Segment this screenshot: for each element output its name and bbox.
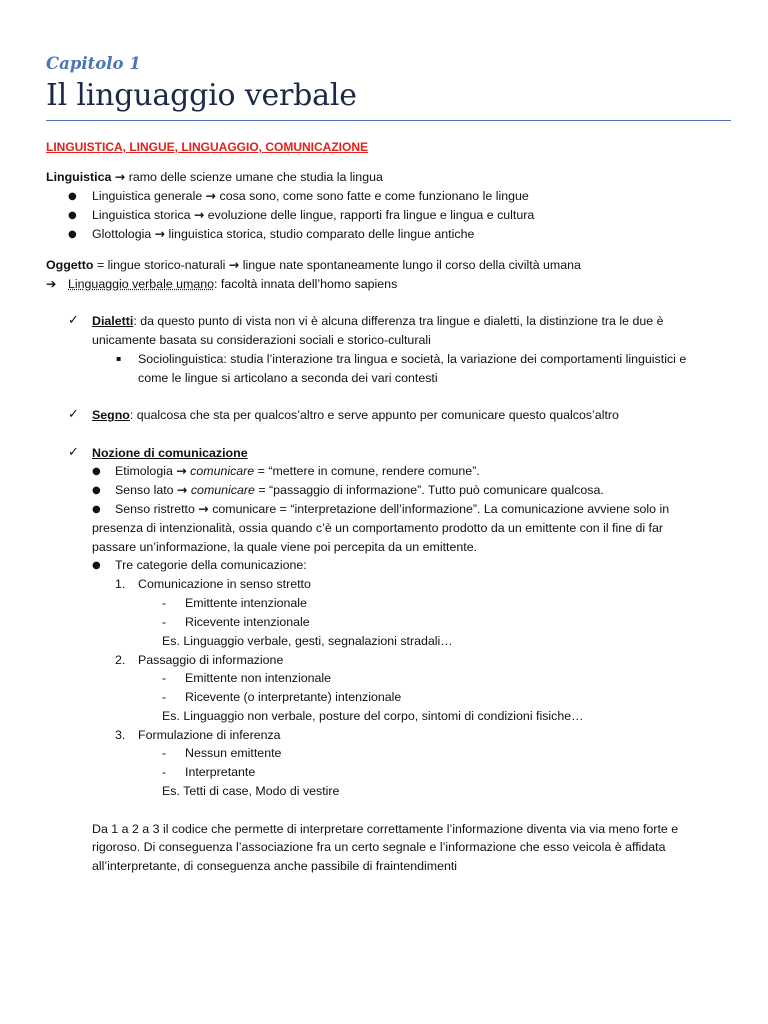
- conclusion-line: all’interpretante, di conseguenza anche passibile di fraintendimenti: [92, 859, 458, 873]
- linguaggio-term: Linguaggio verbale umano: [68, 277, 215, 291]
- dash-bullet: -: [162, 671, 167, 685]
- category-name: Formulazione di inferenza: [138, 728, 281, 742]
- dialetti-text: : da questo punto di vista non vi è alcuna differenza tra lingue e dialetti, la distinzione tra le due è: [133, 314, 664, 328]
- senso-ristretto-text: comunicare = “interpretazione dell’informazione”. La comunicazione avviene solo in: [212, 502, 670, 516]
- item-text: cosa sono, come sono fatte e come funzionano le lingue: [219, 189, 529, 203]
- section-heading: LINGUISTICA, LINGUE, LINGUAGGIO, COMUNICAZIONE: [46, 140, 368, 154]
- title-divider: [46, 120, 731, 121]
- arrow-icon: →: [198, 501, 209, 516]
- category-example: Es. Tetti di case, Modo di vestire: [162, 784, 340, 798]
- arrow-icon: →: [177, 482, 188, 497]
- etimologia-label: Etimologia: [115, 464, 173, 478]
- linguistica-definition: ramo delle scienze umane che studia la lingua: [128, 170, 383, 184]
- etimologia-line: [115, 465, 480, 477]
- senso-ristretto-cont: presenza di intenzionalità, ossia quando c’è un comportamento prodotto da un emittente con il fine di far: [92, 521, 664, 535]
- category-number: 1.: [115, 577, 126, 591]
- senso-ristretto-cont: passare un’informazione, la quale viene poi percepita da un emittente.: [92, 540, 478, 554]
- senso-lato-label: Senso lato: [115, 483, 174, 497]
- sociolinguistica-cont: come le lingue si articolano a seconda dei vari contesti: [138, 371, 438, 385]
- page-title: Il linguaggio verbale: [46, 78, 357, 113]
- category-item: Emittente non intenzionale: [185, 671, 332, 685]
- oggetto-line: [46, 259, 581, 271]
- dialetti-line: [92, 315, 663, 327]
- oggetto-term: Oggetto: [46, 258, 94, 272]
- segno-line: [92, 409, 619, 421]
- dash-bullet: -: [162, 690, 167, 704]
- checkmark-icon: ✓: [68, 445, 79, 460]
- category-item: Emittente intenzionale: [185, 596, 307, 610]
- arrow-icon: →: [154, 226, 166, 241]
- arrow-icon: →: [205, 188, 217, 203]
- etimologia-word: comunicare: [190, 464, 255, 478]
- item-label: Glottologia: [92, 227, 152, 241]
- category-example: Es. Linguaggio verbale, gesti, segnalazioni stradali…: [162, 634, 453, 648]
- comunicazione-heading: Nozione di comunicazione: [92, 446, 248, 460]
- oggetto-eq: = lingue storico-naturali: [96, 258, 226, 272]
- arrow-icon: →: [114, 169, 126, 184]
- linguaggio-line: [68, 278, 397, 290]
- dash-bullet: -: [162, 765, 167, 779]
- category-item: Interpretante: [185, 765, 256, 779]
- conclusion-line: Da 1 a 2 a 3 il codice che permette di interpretare correttamente l’informazione diventa via via meno forte e: [92, 822, 679, 836]
- sociolinguistica-line: Sociolinguistica: studia l’interazione tra lingua e società, la variazione dei comportamenti linguistici e: [138, 352, 687, 366]
- list-item: [92, 228, 474, 240]
- square-bullet-icon: ▪: [116, 354, 122, 363]
- arrow-icon: →: [176, 463, 187, 478]
- category-name: Comunicazione in senso stretto: [138, 577, 311, 591]
- dash-bullet: -: [162, 615, 167, 629]
- bullet-icon: ●: [68, 229, 77, 240]
- bullet-icon: ●: [68, 191, 77, 202]
- linguistica-line: [46, 171, 383, 183]
- dialetti-text-cont: unicamente basata su considerazioni sociali e storico-culturali: [92, 333, 431, 347]
- category-item: Ricevente intenzionale: [185, 615, 310, 629]
- bullet-icon: ●: [92, 485, 101, 496]
- senso-lato-line: [115, 484, 604, 496]
- dialetti-term: Dialetti: [92, 314, 134, 328]
- linguaggio-text: : facoltà innata dell’homo sapiens: [214, 277, 398, 291]
- category-name: Passaggio di informazione: [138, 653, 284, 667]
- bullet-icon: ●: [92, 466, 101, 477]
- list-item: [92, 190, 529, 202]
- senso-ristretto-label: Senso ristretto: [115, 502, 195, 516]
- etimologia-text: = “mettere in comune, rendere comune”.: [257, 464, 480, 478]
- arrow-icon: →: [193, 207, 205, 222]
- segno-term: Segno: [92, 408, 130, 422]
- item-label: Linguistica generale: [92, 189, 203, 203]
- list-item: [92, 209, 534, 221]
- category-number: 3.: [115, 728, 126, 742]
- senso-lato-text: = “passaggio di informazione”. Tutto può comunicare qualcosa.: [258, 483, 604, 497]
- tre-categorie-line: Tre categorie della comunicazione:: [115, 558, 307, 572]
- item-text: evoluzione delle lingue, rapporti fra lingue e lingua e cultura: [207, 208, 535, 222]
- item-text: linguistica storica, studio comparato delle lingue antiche: [168, 227, 475, 241]
- arrow-icon: →: [228, 257, 240, 272]
- category-item: Ricevente (o interpretante) intenzionale: [185, 690, 402, 704]
- bullet-icon: ●: [68, 210, 77, 221]
- dash-bullet: -: [162, 596, 167, 610]
- bullet-icon: ●: [92, 504, 101, 515]
- conclusion-line: rigoroso. Di conseguenza l’associazione fra un certo segnale e l’informazione che esso veicola è affidata: [92, 840, 666, 854]
- item-label: Linguistica storica: [92, 208, 191, 222]
- linguistica-term: Linguistica: [46, 170, 112, 184]
- senso-lato-word: comunicare: [190, 483, 255, 497]
- senso-ristretto-line: [115, 503, 669, 515]
- category-item: Nessun emittente: [185, 746, 282, 760]
- segno-text: : qualcosa che sta per qualcos’altro e serve appunto per comunicare questo qualcos’altro: [129, 408, 619, 422]
- checkmark-icon: ✓: [68, 407, 79, 422]
- dash-bullet: -: [162, 746, 167, 760]
- chapter-label: Capitolo 1: [46, 54, 141, 73]
- bold-arrow-icon: ➔: [46, 276, 57, 291]
- category-example: Es. Linguaggio non verbale, posture del corpo, sintomi di condizioni fisiche…: [162, 709, 584, 723]
- category-number: 2.: [115, 653, 126, 667]
- bullet-icon: ●: [92, 560, 101, 571]
- checkmark-icon: ✓: [68, 313, 79, 328]
- oggetto-definition: lingue nate spontaneamente lungo il corso della civiltà umana: [242, 258, 581, 272]
